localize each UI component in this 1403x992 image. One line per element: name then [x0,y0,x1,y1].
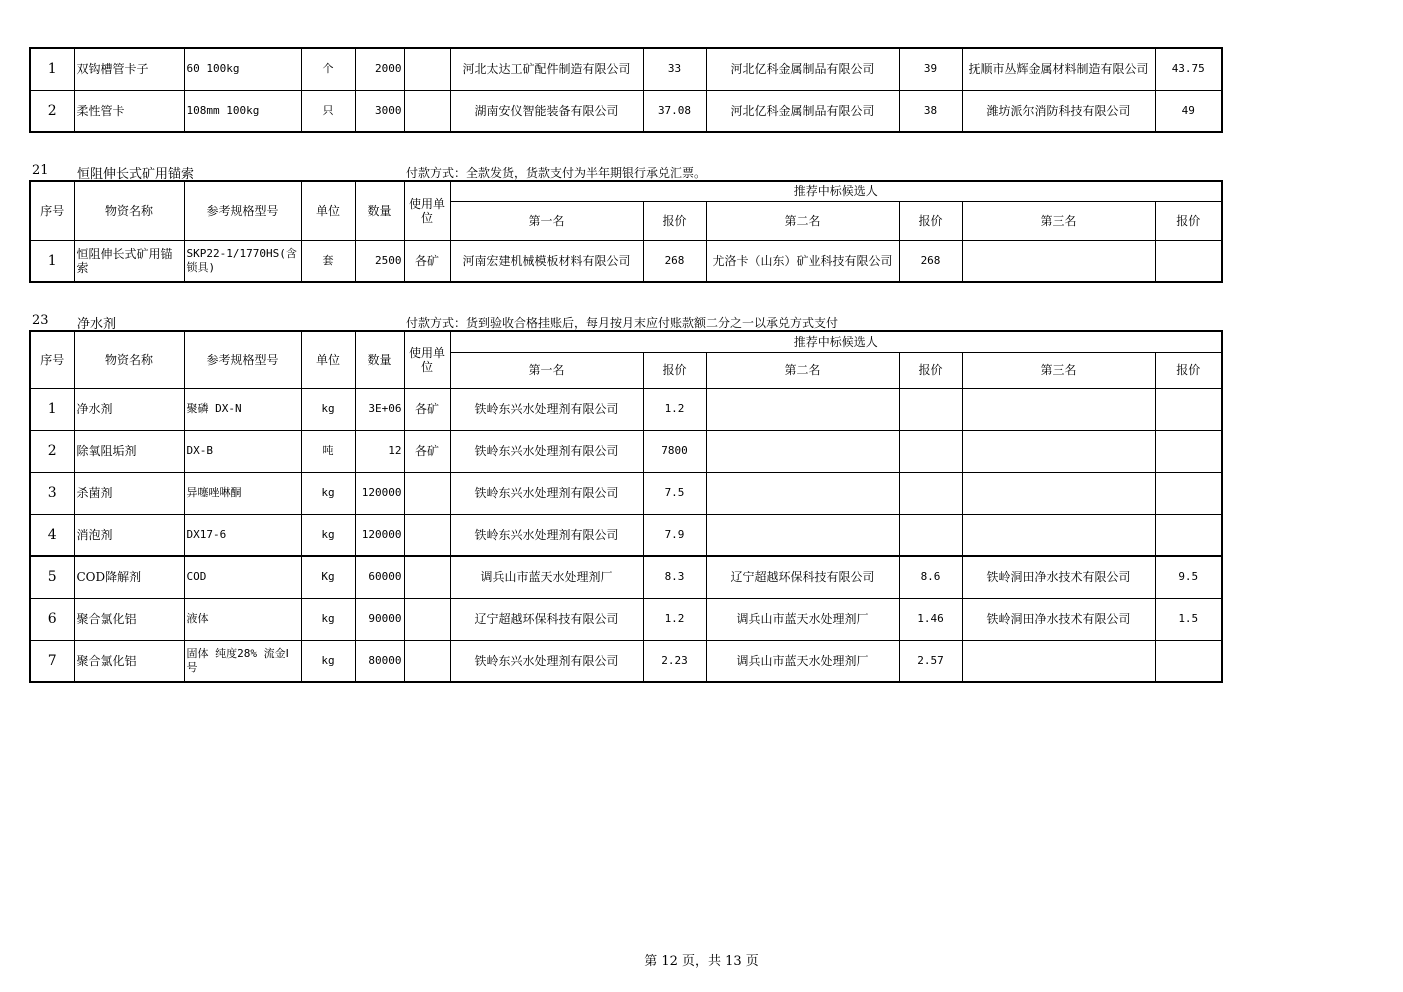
cell-spec: 液体 [184,598,301,640]
cell-seq: 7 [30,640,74,682]
cell-c1: 铁岭东兴水处理剂有限公司 [450,430,643,472]
cell-seq: 2 [30,90,74,132]
cell-seq: 3 [30,472,74,514]
cell-name: 净水剂 [74,388,184,430]
header-third: 第三名 [962,201,1155,240]
header-price: 报价 [1155,201,1222,240]
cell-c2 [706,388,899,430]
cell-c2: 辽宁超越环保科技有限公司 [706,556,899,598]
cell-c1: 河北太达工矿配件制造有限公司 [450,48,643,90]
cell-spec: 60 100kg [184,48,301,90]
cell-user: 各矿 [404,430,450,472]
cell-c2: 河北亿科金属制品有限公司 [706,48,899,90]
cell-qty: 2000 [355,48,404,90]
header-spec: 参考规格型号 [184,181,301,240]
table-row [30,598,1222,640]
cell-c1: 铁岭东兴水处理剂有限公司 [450,640,643,682]
cell-seq: 6 [30,598,74,640]
section23-title: 净水剂 [77,317,117,332]
header-price: 报价 [899,201,962,240]
table-row [30,556,1222,598]
section21-payment: 付款方式：全款发货，货款支付为半年期银行承兑汇票。 [406,166,707,180]
cell-user: 各矿 [404,388,450,430]
section21-number: 21 [32,163,49,178]
cell-name: 消泡剂 [74,514,184,556]
cell-p1: 1.2 [643,598,706,640]
cell-unit: kg [301,598,355,640]
cell-p2: 1.46 [899,598,962,640]
header-name: 物资名称 [74,331,184,388]
table-row [30,240,1222,282]
top-table [29,47,1223,133]
cell-p2: 268 [899,240,962,282]
cell-user [404,514,450,556]
cell-p3: 43.75 [1155,48,1222,90]
cell-c3: 抚顺市丛辉金属材料制造有限公司 [962,48,1155,90]
table-row [30,48,1222,90]
cell-unit: 个 [301,48,355,90]
cell-c2 [706,472,899,514]
cell-p1: 268 [643,240,706,282]
cell-unit: kg [301,514,355,556]
cell-unit: kg [301,472,355,514]
cell-unit: 吨 [301,430,355,472]
cell-c3 [962,388,1155,430]
cell-spec: SKP22-1/1770HS(含锁具) [184,240,301,282]
table-row [30,640,1222,682]
cell-c3 [962,640,1155,682]
table-row [30,514,1222,556]
cell-p2 [899,514,962,556]
cell-user [404,472,450,514]
cell-qty: 12 [355,430,404,472]
cell-c1: 铁岭东兴水处理剂有限公司 [450,388,643,430]
cell-qty: 120000 [355,514,404,556]
cell-spec: COD [184,556,301,598]
header-third: 第三名 [962,352,1155,388]
cell-spec: DX17-6 [184,514,301,556]
cell-c2: 调兵山市蓝天水处理剂厂 [706,598,899,640]
cell-spec: 聚磷 DX-N [184,388,301,430]
cell-name: 柔性管卡 [74,90,184,132]
cell-qty: 80000 [355,640,404,682]
cell-p3: 49 [1155,90,1222,132]
header-second: 第二名 [706,352,899,388]
cell-p2: 39 [899,48,962,90]
cell-spec: DX-B [184,430,301,472]
cell-p2: 38 [899,90,962,132]
header-qty: 数量 [355,331,404,388]
header-first: 第一名 [450,201,643,240]
header-first: 第一名 [450,352,643,388]
cell-user: 各矿 [404,240,450,282]
cell-c1: 河南宏建机械模板材料有限公司 [450,240,643,282]
cell-seq: 1 [30,240,74,282]
header-seq: 序号 [30,181,74,240]
cell-c1: 湖南安仪智能装备有限公司 [450,90,643,132]
table-row [30,90,1222,132]
cell-spec: 异噻唑啉酮 [184,472,301,514]
cell-name: 除氧阻垢剂 [74,430,184,472]
cell-qty: 3E+06 [355,388,404,430]
cell-unit: kg [301,388,355,430]
cell-name: 聚合氯化铝 [74,640,184,682]
cell-seq: 1 [30,48,74,90]
header-price: 报价 [643,201,706,240]
cell-p2 [899,388,962,430]
section21-table [29,180,1223,283]
cell-p2 [899,430,962,472]
cell-user [404,48,450,90]
cell-p1: 1.2 [643,388,706,430]
section23-number: 23 [32,313,49,328]
header-qty: 数量 [355,181,404,240]
cell-qty: 60000 [355,556,404,598]
cell-unit: kg [301,640,355,682]
cell-p1: 8.3 [643,556,706,598]
cell-c2 [706,514,899,556]
cell-c3 [962,472,1155,514]
header-second: 第二名 [706,201,899,240]
cell-c3 [962,430,1155,472]
table-row [30,472,1222,514]
cell-p2: 2.57 [899,640,962,682]
header-user: 使用单位 [404,331,450,388]
cell-p1: 37.08 [643,90,706,132]
cell-name: 聚合氯化铝 [74,598,184,640]
cell-p3: 9.5 [1155,556,1222,598]
cell-c3: 铁岭洞田净水技术有限公司 [962,556,1155,598]
header-user: 使用单位 [404,181,450,240]
cell-unit: 只 [301,90,355,132]
cell-c1: 铁岭东兴水处理剂有限公司 [450,514,643,556]
cell-p1: 33 [643,48,706,90]
cell-c3 [962,514,1155,556]
cell-spec: 108mm 100kg [184,90,301,132]
header-unit: 单位 [301,181,355,240]
cell-p3 [1155,388,1222,430]
cell-c1: 调兵山市蓝天水处理剂厂 [450,556,643,598]
cell-user [404,598,450,640]
cell-c1: 铁岭东兴水处理剂有限公司 [450,472,643,514]
cell-name: 杀菌剂 [74,472,184,514]
cell-user [404,556,450,598]
cell-user [404,90,450,132]
header-recommend: 推荐中标候选人 [450,181,1222,201]
cell-name: COD降解剂 [74,556,184,598]
cell-c1: 辽宁超越环保科技有限公司 [450,598,643,640]
header-unit: 单位 [301,331,355,388]
cell-c3: 铁岭洞田净水技术有限公司 [962,598,1155,640]
header-price: 报价 [1155,352,1222,388]
cell-p3: 1.5 [1155,598,1222,640]
cell-p3 [1155,240,1222,282]
header-price: 报价 [643,352,706,388]
cell-c2: 河北亿科金属制品有限公司 [706,90,899,132]
cell-c2: 调兵山市蓝天水处理剂厂 [706,640,899,682]
cell-seq: 4 [30,514,74,556]
header-spec: 参考规格型号 [184,331,301,388]
cell-p2 [899,472,962,514]
cell-p1: 7800 [643,430,706,472]
cell-c2 [706,430,899,472]
cell-c3 [962,240,1155,282]
section23-table [29,330,1223,683]
cell-name: 双钩槽管卡子 [74,48,184,90]
cell-p3 [1155,472,1222,514]
cell-seq: 1 [30,388,74,430]
header-seq: 序号 [30,331,74,388]
cell-p3 [1155,640,1222,682]
page-footer: 第 12 页，共 13 页 [644,954,759,969]
cell-p2: 8.6 [899,556,962,598]
cell-spec: 固体 纯度28% 流金Ⅰ号 [184,640,301,682]
cell-qty: 90000 [355,598,404,640]
cell-p1: 7.5 [643,472,706,514]
header-price: 报价 [899,352,962,388]
cell-qty: 3000 [355,90,404,132]
cell-unit: 套 [301,240,355,282]
table-row [30,388,1222,430]
cell-user [404,640,450,682]
cell-seq: 2 [30,430,74,472]
cell-p3 [1155,514,1222,556]
header-recommend: 推荐中标候选人 [450,331,1222,352]
section21-title: 恒阻伸长式矿用锚索 [77,167,195,182]
cell-c3: 潍坊派尔消防科技有限公司 [962,90,1155,132]
cell-c2: 尤洛卡（山东）矿业科技有限公司 [706,240,899,282]
table-row [30,430,1222,472]
section23-payment: 付款方式：货到验收合格挂账后，每月按月末应付账款额二分之一以承兑方式支付 [406,316,839,330]
cell-p1: 7.9 [643,514,706,556]
cell-name: 恒阻伸长式矿用锚索 [74,240,184,282]
cell-p1: 2.23 [643,640,706,682]
header-name: 物资名称 [74,181,184,240]
cell-seq: 5 [30,556,74,598]
cell-qty: 120000 [355,472,404,514]
cell-p3 [1155,430,1222,472]
cell-qty: 2500 [355,240,404,282]
cell-unit: Kg [301,556,355,598]
